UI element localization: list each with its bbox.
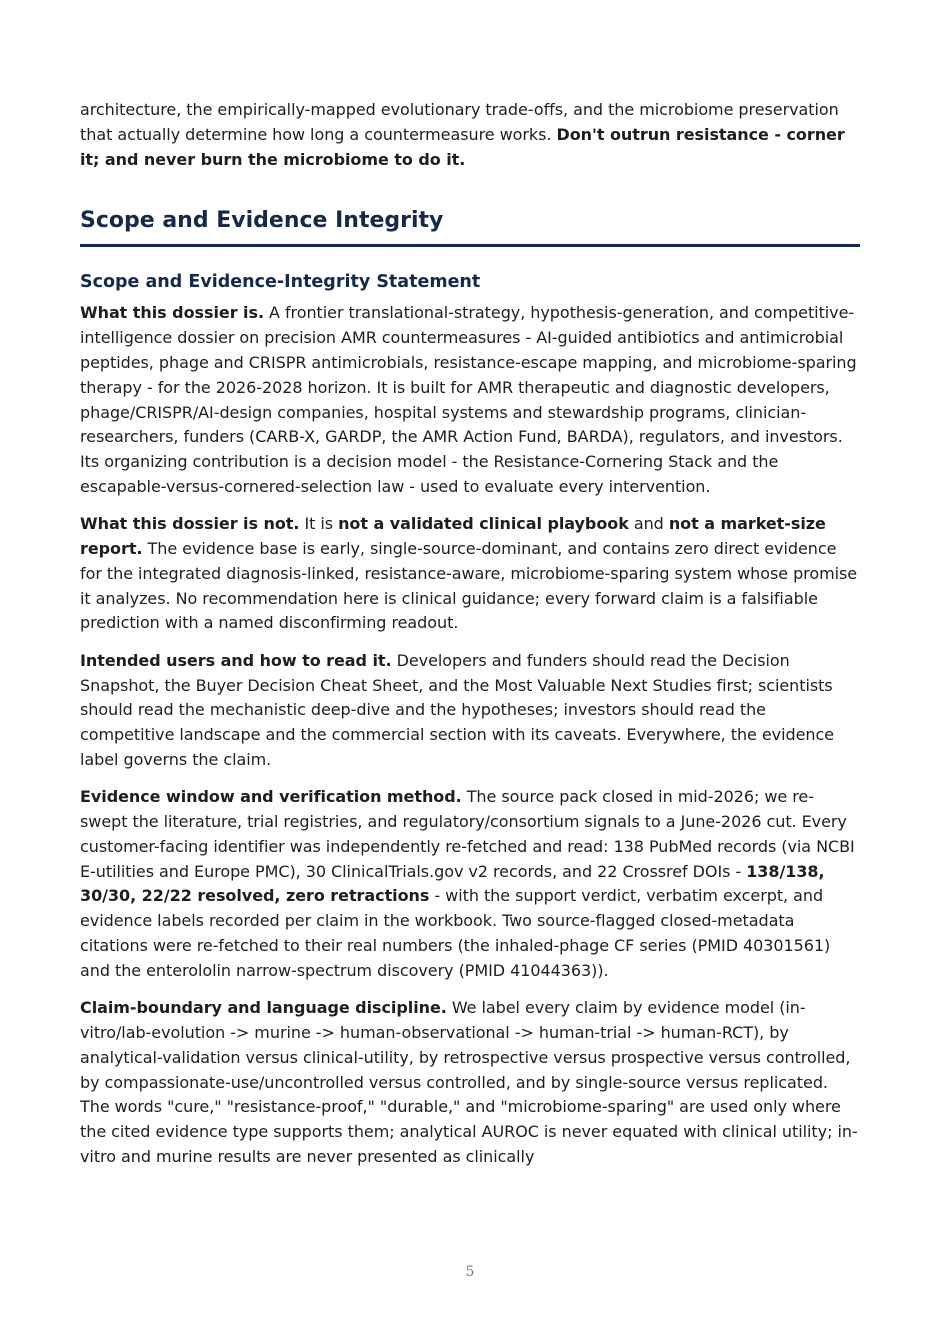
paragraph-evidence-window	[80, 785, 860, 983]
paragraph-text: The evidence base is early, single-source-dominant, and contains zero direct evidence for the integrated diagnosis-linked, resistance-aware, microbiome-sparing system whose promise it analyzes. No recommendation here is clinical guidance; every forward claim is a falsifiable prediction with a named disconfirming readout.	[80, 539, 858, 633]
paragraph-emphasis: not a market-size report.	[80, 514, 826, 559]
page-content	[80, 98, 860, 1182]
paragraph-text: It is	[299, 514, 339, 534]
paragraph-lead: What this dossier is.	[80, 303, 264, 323]
paragraph-intended-users	[80, 649, 860, 773]
intro-text: architecture, the empirically-mapped evolutionary trade-offs, and the microbiome preservation that actually determine how long a countermeasure works.	[80, 100, 839, 144]
intro-emphasis: Don't outrun resistance - corner it; and never burn the microbiome to do it.	[80, 124, 845, 169]
paragraph-text: and	[628, 514, 669, 534]
intro-paragraph	[80, 98, 860, 172]
paragraph-text: We label every claim by evidence model (in-vitro/lab-evolution -> murine -> human-observational -> human-trial -> human-RCT), by analytical-validation versus clinical-utility, by retrospective versus prospective versus controlled, by compassionate-use/uncontrolled versus controlled, and by single-source versus replicated. The words "cure," "resistance-proof," "durable," and "microbiome-sparing" are used only where the cited evidence type supports them; analytical AUROC is never equated with clinical utility; in-vitro and murine results are never presented as clinically	[80, 998, 858, 1166]
section-heading: Scope and Evidence Integrity	[80, 206, 860, 247]
paragraph-emphasis: 138/138, 30/30, 22/22 resolved, zero retractions	[80, 861, 825, 906]
paragraph-text: Developers and funders should read the Decision Snapshot, the Buyer Decision Cheat Sheet, and the Most Valuable Next Studies first; scientists should read the mechanistic deep-dive and the hypotheses; investors should read the competitive landscape and the commercial section with its caveats. Everywhere, the evidence label governs the claim.	[80, 650, 835, 769]
paragraph-lead: What this dossier is not.	[80, 514, 300, 534]
paragraph-text: The source pack closed in mid-2026; we re-swept the literature, trial registries, and regulatory/consortium signals to a June-2026 cut. Every customer-facing identifier was independently re-fetched and read: 138 PubMed records (via NCBI E-utilities and Europe PMC), 30 ClinicalTrials.gov v2 records, and 22 Crossref DOIs -	[80, 787, 855, 881]
paragraph-text: A frontier translational-strategy, hypothesis-generation, and competitive-intelligence dossier on precision AMR countermeasures - AI-guided antibiotics and antimicrobial peptides, phage and CRISPR antimicrobials, resistance-escape mapping, and microbiome-sparing therapy - for the 2026-2028 horizon. It is built for AMR therapeutic and diagnostic developers, phage/CRISPR/AI-design companies, hospital systems and stewardship programs, clinician-researchers, funders (CARB-X, GARDP, the AMR Action Fund, BARDA), regulators, and investors. Its organizing contribution is a decision model - the Resistance-Cornering Stack and the escapable-versus-cornered-selection law - used to evaluate every intervention.	[80, 303, 857, 496]
subsection-heading: Scope and Evidence-Integrity Statement	[80, 272, 481, 293]
paragraph-emphasis: not a validated clinical playbook	[338, 514, 629, 534]
paragraph-lead: Evidence window and verification method.	[80, 787, 462, 807]
paragraph-what-it-is-not	[80, 512, 860, 636]
paragraph-claim-boundary	[80, 996, 860, 1170]
page-number: 5	[465, 1264, 475, 1280]
paragraph-lead: Intended users and how to read it.	[80, 650, 392, 670]
paragraph-what-it-is	[80, 301, 860, 499]
paragraph-text: - with the support verdict, verbatim excerpt, and evidence labels recorded per claim in the workbook. Two source-flagged closed-metadata citations were re-fetched to their real numbers (the inhaled-phage CF series (PMID 40301561) and the enterololin narrow-spectrum discovery (PMID 41044363)).	[80, 886, 831, 980]
paragraph-lead: Claim-boundary and language discipline.	[80, 998, 447, 1018]
